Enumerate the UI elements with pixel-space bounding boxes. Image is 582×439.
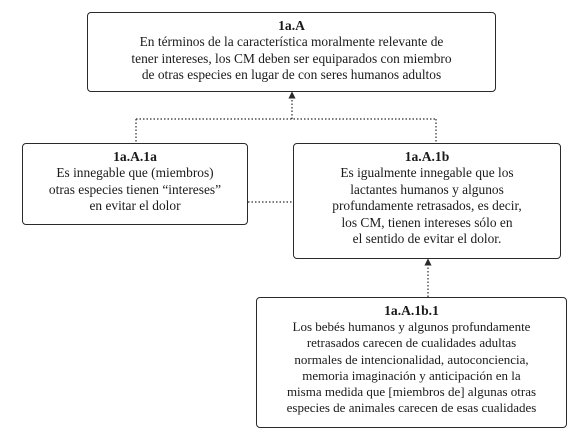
premise-id: 1a.A.1b.1 bbox=[384, 303, 439, 318]
premise-box-1a1b bbox=[293, 143, 561, 259]
premise-box-1a1b1 bbox=[256, 297, 567, 428]
premise-id: 1a.A.1b bbox=[404, 149, 450, 164]
premise-text: Es igualmente innegable que los lactantes humanos y algunos profundamente retrasados, es decir, los CM, tienen intereses sólo en el sentido de evitar el dolor. bbox=[332, 165, 522, 247]
premise-box-1a1a bbox=[22, 143, 248, 225]
premise-text: Los bebés humanos y algunos profundamente retrasados carecen de cualidades adultas normales de intencionalidad, autoconciencia, memoria imaginación y anticipación en la misma medida que [miembros de] algunas otras especies de animales carecen de esas cualidades bbox=[286, 319, 537, 416]
claim-text: En términos de la característica moralmente relevante de tener intereses, los CM deben ser equiparados con miembro de otras especies en lugar de con seres humanos adultos bbox=[131, 34, 452, 83]
claim-id: 1a.A bbox=[278, 18, 305, 33]
premise-id: 1a.A.1a bbox=[113, 149, 157, 164]
premise-text: Es innegable que (miembros) otras especies tienen “intereses” en evitar el dolor bbox=[48, 165, 222, 214]
claim-box-1a bbox=[87, 12, 496, 92]
